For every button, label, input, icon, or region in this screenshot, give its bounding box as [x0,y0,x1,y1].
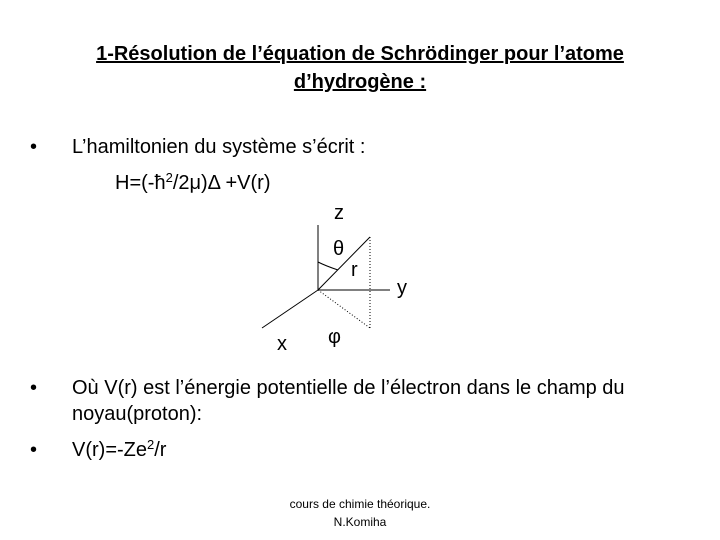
footer-course: cours de chimie théorique. [289,497,431,511]
slide-title-line2: d’hydrogène : [293,71,427,93]
formula-post: /r [154,439,167,461]
formula-pre: V(r)=-Ze [72,439,147,461]
bullet-formula [30,437,690,463]
footer-author: N.Komiha [333,515,387,529]
bullet-marker: • [30,439,38,461]
bullet-marker: • [30,377,38,399]
bullet-potential-formula [30,437,690,463]
x-label: x [277,333,287,355]
r-label: r [351,259,358,281]
equation-pre: H=(-ħ [115,172,166,194]
phi-label: φ [328,326,341,348]
theta-arc [318,262,338,270]
theta-label: θ [333,238,345,260]
z-label: z [334,202,344,224]
x-axis [262,290,318,328]
y-label: y [397,277,407,299]
footer [240,495,480,531]
equation-post: /2μ)Δ +V(r) [172,172,271,194]
bullet-marker: • [30,136,38,158]
bullet-text: L’hamiltonien du système s’écrit : [72,136,366,158]
projection-base [318,290,370,328]
bullet-potential-energy [30,375,690,427]
formula-sup: 2 [147,437,155,452]
bullet-text: Où V(r) est l’énergie potentielle de l’électron dans le champ du noyau(proton): [72,377,625,425]
slide-title-line1: 1-Résolution de l’équation de Schrödinger pour l’atome [96,43,624,65]
equation-sup: 2 [165,170,173,185]
